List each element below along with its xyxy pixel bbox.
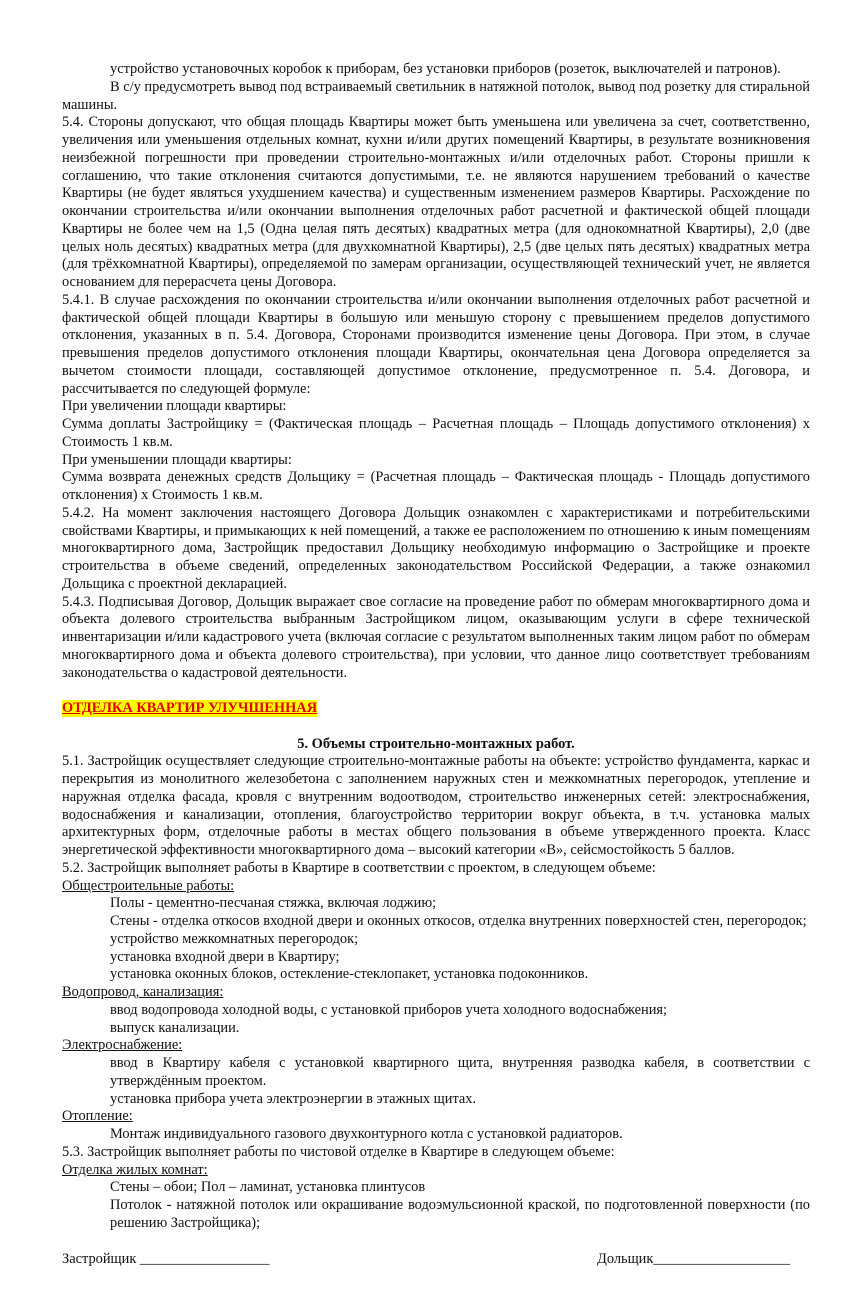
work-item: Потолок - натяжной потолок или окрашивание водоэмульсионной краской, по подготовленной поверхности (по решению Застройщика); <box>110 1197 810 1231</box>
work-item: выпуск канализации. <box>110 1019 240 1036</box>
clause-5-4-3: 5.4.3. Подписывая Договор, Дольщик выражает свое согласие на проведение работ по обмерам многоквартирного дома и объекта долевого строительства выбранным Застройщиком лицом, оказывающим услуги в сфере технической инвентаризации и/или кадастрового учета (включая согласие с результатом выполненных таким лицом работ по обмерам многоквартирного дома и объекта долевого строительства), при условии, что данное лицо соответствует требованиям законодательства о кадастровой деятельности. <box>62 593 810 681</box>
group-heading: Электроснабжение: <box>62 1037 183 1054</box>
work-item: Стены - отделка откосов входной двери и оконных откосов, отделка внутренних поверхностей стен, перегородок; <box>110 913 807 929</box>
signature-row <box>62 1251 810 1271</box>
group-heading: Водопровод, канализация: <box>62 984 224 1000</box>
finish-group <box>62 1162 810 1233</box>
work-item: Стены – обои; Пол – ламинат, установка плинтусов <box>110 1179 426 1196</box>
clause-5-2: 5.2. Застройщик выполняет работы в Квартире в соответствии с проектом, в следующем объеме: <box>62 859 656 876</box>
clause-5-1: 5.1. Застройщик осуществляет следующие строительно-монтажные работы на объекте: устройство фундамента, каркас и перекрытия из монолитного железобетона с заполнением наружных стен и межкомнатных перегородок, утепление и наружная отделка фасада, кровля с внутренним водоотводом, строительство инженерных сетей: электроснабжения, водоснабжения и канализации, отопления, благоустройство территории вокруг объекта, в т.ч. установка малых архитектурных форм, отделочные работы в местах общего пользования в объеме утвержденного проекта. Класс энергетической эффективности многоквартирного дома – высокий категории «В», сейсмостойкость 5 баллов. <box>62 753 810 858</box>
section-title: 5. Объемы строительно-монтажных работ. <box>297 735 575 752</box>
work-item: устройство межкомнатных перегородок; <box>110 930 359 947</box>
group-heading: Отопление: <box>62 1108 133 1125</box>
work-groups <box>62 878 810 1144</box>
increase-label: При увеличении площади квартиры: <box>62 398 287 415</box>
work-item: установка оконных блоков, остекление-стеклопакет, установка подоконников. <box>110 966 589 983</box>
work-item: ввод в Квартиру кабеля с установкой квартирного щита, внутренняя разводка кабеля, в соответствии с утверждённым проектом. <box>110 1055 810 1089</box>
work-item: Монтаж индивидуального газового двухконтурного котла с установкой радиаторов. <box>110 1126 623 1142</box>
clause-5-4: 5.4. Стороны допускают, что общая площадь Квартиры может быть уменьшена или увеличена за счет, соответственно, увеличения или уменьшения отдельных комнат, кухни и/или других помещений Квартиры, в результате возникновения неизбежной погрешности при проведении строительно-монтажных и/или отделочных работ. Стороны пришли к соглашению, что такие отклонения считаются допустимыми, т.е. не являются нарушением требований о качестве Квартиры (не будет являться ухудшением качества) и существенным изменением размеров Квартиры. Расхождение по окончании строительства и/или окончании выполнения отделочных работ расчетной и фактической общей площади Квартиры не более чем на 1,5 (Одна целая пять десятых) квадратных метра (для однокомнатной Квартиры), 2,0 (две целых ноль десятых) квадратных метра (для двухкомнатной Квартиры), 2,5 (две целых пять десятых) квадратных метра (для трёхкомнатной Квартиры), определяемой по замерам организации, осуществляющей технический учет, не является основанием для перерасчета цены Договора. <box>62 114 810 290</box>
paragraph: В с/у предусмотреть вывод под встраиваемый светильник в натяжной потолок, вывод под розетку для стиральной машины. <box>62 78 810 113</box>
shareholder-signature: Дольщик___________________ <box>597 1250 791 1267</box>
paragraph: устройство установочных коробок к приборам, без установки приборов (розеток, выключателей и патронов). <box>110 61 781 77</box>
work-item: установка входной двери в Квартиру; <box>110 948 340 965</box>
group-heading: Общестроительные работы: <box>62 877 235 894</box>
group-heading: Отделка жилых комнат: <box>62 1161 208 1178</box>
decrease-formula: Сумма возврата денежных средств Дольщику = (Расчетная площадь – Фактическая площадь - Площадь допустимого отклонения) х Стоимость 1 кв.м. <box>62 469 810 503</box>
work-item: установка прибора учета электроэнергии в этажных щитах. <box>110 1090 477 1107</box>
increase-formula: Сумма доплаты Застройщику = (Фактическая площадь – Расчетная площадь – Площадь допустимого отклонения) х Стоимость 1 кв.м. <box>62 416 810 450</box>
clause-5-4-2: 5.4.2. На момент заключения настоящего Договора Дольщик ознакомлен с характеристиками и потребительскими свойствами Квартиры, и примыкающих к ней помещений, а также ее расположением по отношению к иным помещениям многоквартирного дома, Застройщик предоставил Дольщику необходимую информацию о Застройщике и проекте строительства в объеме сведений, определенных законодательством Российской Федерации, а также ознакомил Дольщика с проектной декларацией. <box>62 504 810 592</box>
work-item: Полы - цементно-песчаная стяжка, включая лоджию; <box>110 895 437 912</box>
clause-5-3: 5.3. Застройщик выполняет работы по чистовой отделке в Квартире в следующем объеме: <box>62 1143 615 1160</box>
document-page <box>62 0 810 1301</box>
developer-signature: Застройщик __________________ <box>62 1250 270 1267</box>
clause-5-4-1: 5.4.1. В случае расхождения по окончании строительства и/или окончании выполнения отделочных работ расчетной и фактической общей площади Квартиры в большую или меньшую сторону с превышением пределов допустимого отклонения, указанных в п. 5.4. Договора, Сторонами производится изменение цены Договора. При этом, в случае превышения пределов допустимого отклонения площади Квартиры, окончательная цена Договора определяется за вычетом стоимости площади, составляющей допустимое отклонение, предусмотренное п. 5.4. Договора, и рассчитывается по следующей формуле: <box>62 291 810 397</box>
highlighted-heading: ОТДЕЛКА КВАРТИР УЛУЧШЕННАЯ <box>62 700 318 716</box>
work-item: ввод водопровода холодной воды, с установкой приборов учета холодного водоснабжения; <box>110 1001 668 1018</box>
decrease-label: При уменьшении площади квартиры: <box>62 451 292 468</box>
